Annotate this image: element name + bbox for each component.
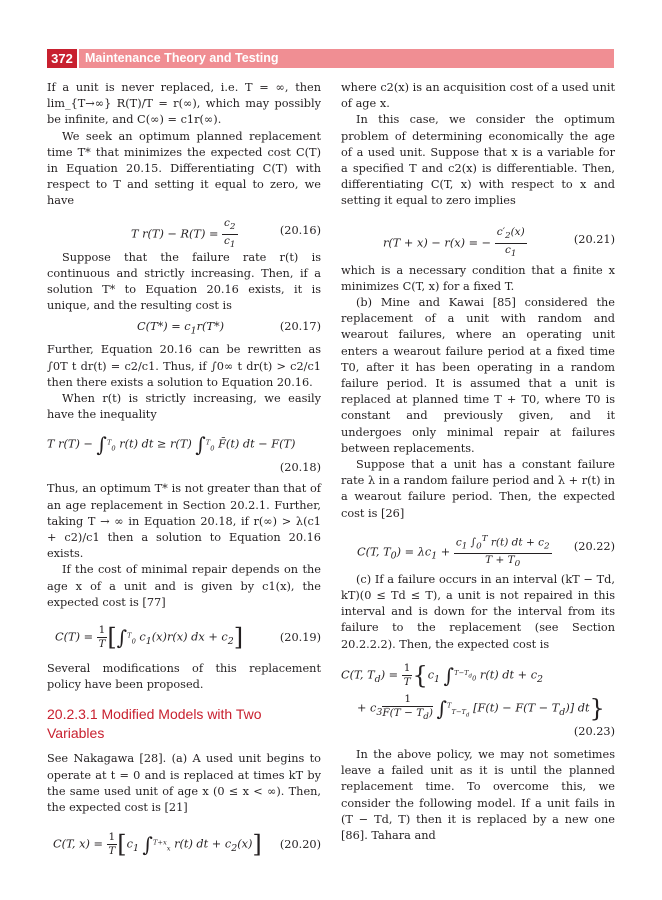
equation-20-21: r(T + x) − r(x) = − $\frac{c'_2(x)}{c_1}$ (20.21) — [383, 225, 615, 259]
equation-20-22: C(T, $T_0) = \lambda c_1$ + $\frac{c_1 \int_0^T r(t) dt + c_2}{T + T_0}$ (20.22) — [357, 533, 615, 570]
paragraph: See Nakagawa [28]. (a) A used unit begins to operate at t = 0 and is replaced at times kT by the same used unit of age x (0 ≤ x < ∞). Then, the expected cost is [21] — [47, 752, 321, 815]
equation-20-23: C(T, $T_d$) = $\frac{1}{T}$ {$c_1$ ∫$^{T-T_d}_0$ r(t) dt + $c_2$ + $c_3$ $\frac{1}{F̄(T - T_d)}$ ∫$^T_{T-T_d}$ $[F(t) - F(T - T_d)]$ dt} (20.23) — [341, 661, 615, 738]
page-number: 372 — [47, 49, 77, 68]
equation-number: (20.19) — [279, 631, 321, 645]
equation-number: (20.23) — [573, 724, 615, 738]
equation-number: (20.17) — [279, 320, 321, 334]
paragraph: (c) If a failure occurs in an interval (kT − Td, kT)(0 ≤ Td ≤ T), a unit is not repaired in this interval and is down for the interval from its failure to the replacement (see Section 20.2.2.2). Then, the expected cost is — [341, 572, 615, 651]
paragraph: Several modifications of this replacement policy have been proposed. — [47, 662, 321, 692]
paragraph: When r(t) is strictly increasing, we easily have the inequality — [47, 392, 321, 422]
left-column — [47, 80, 321, 866]
paragraph: (b) Mine and Kawai [85] considered the replacement of a unit with random and wearout failures, where an operating unit enters a wearout failure period at a fixed time T0, after it has been operating in a random failure period. It is assumed that a unit is replaced at planned time T + T0, where T0 is constant and previously given, and it undergoes only minimal repair at failures between replacements. — [341, 296, 615, 455]
paragraph: We seek an optimum planned replacement time T* that minimizes the expected cost C(T) in Equation 20.15. Differentiating C(T) with respect to T and setting it equal to zero, we have — [47, 129, 321, 208]
right-column — [341, 80, 615, 844]
equation-number: (20.20) — [279, 838, 321, 852]
equation-20-17: $C(T*) = c_1r(T*)$ (20.17) — [137, 320, 321, 337]
equation-20-20: C(T, x) = $\frac{1}{T}$ [$c_1$ ∫$^{T+x}_x$ r(t) dt + $c_2(x)$] (20.20) — [53, 830, 321, 859]
paragraph: Further, Equation 20.16 can be rewritten as ∫0T t dr(t) = c2/c1. Thus, if ∫0∞ t dr(t) > c2/c1 then there exists a solution to Equation 20.16. — [47, 343, 321, 389]
paragraph: If a unit is never replaced, i.e. T = ∞, then lim_{T→∞} R(T)/T = r(∞), which may possibly be infinite, and C(∞) = c1r(∞). — [47, 81, 321, 127]
paragraph: In the above policy, we may not sometimes leave a failed unit as it is until the planned replacement time. To overcome this, we consider the following model. If a unit fails in (T − Td, T) then it is replaced by a new one [86]. Tahara and — [341, 747, 615, 842]
equation-number: (20.18) — [279, 461, 321, 475]
equation-number: (20.21) — [573, 232, 615, 246]
paragraph: where c2(x) is an acquisition cost of a used unit of age x. — [341, 81, 615, 111]
equation-number: (20.22) — [573, 539, 615, 553]
equation-20-18: T r(T) − ∫$^T_0$ r(t) dt ≥ r(T) ∫$^T_0$ F̄(t) dt − F(T) (20.18) — [47, 433, 321, 475]
paragraph: If the cost of minimal repair depends on the age x of a unit and is given by c1(x), the expected cost is [77] — [47, 563, 321, 609]
equation-20-19: C(T) = $\frac{1}{T}$ [∫$^T_0$ $c_1(x)r(x)$ dx + $c_2$] (20.19) — [55, 623, 321, 652]
equation-20-16: T r(T) − R(T) = $\frac{c_2}{c_1}$ (20.16) — [131, 216, 321, 250]
paragraph: Suppose that a unit has a constant failure rate λ in a random failure period and λ + r(t) in a wearout failure period. Then, the expected cost is [26] — [341, 458, 615, 520]
running-title: Maintenance Theory and Testing — [79, 49, 614, 68]
paragraph: Thus, an optimum T* is not greater than that of an age replacement in Section 20.2.1. Further, taking T → ∞ in Equation 20.18, if r(∞) > λ(c1 + c2)/c1 then a solution to Equation 20.16 exists. — [47, 482, 321, 561]
paragraph: In this case, we consider the optimum problem of determining economically the age of a used unit. Suppose that x is a variable for a specified T and c2(x) is differentiable. Then, differentiating C(T, x) with respect to x and setting it equal to zero implies — [341, 113, 615, 208]
running-header — [47, 49, 614, 68]
paragraph: Suppose that the failure rate r(t) is continuous and strictly increasing. Then, if a solution T* to Equation 20.16 exists, it is unique, and the resulting cost is — [47, 250, 321, 313]
paragraph: which is a necessary condition that a finite x minimizes C(T, x) for a fixed T. — [341, 263, 615, 293]
section-heading: 20.2.3.1 Modified Models with Two Variables — [47, 706, 262, 742]
equation-number: (20.16) — [279, 223, 321, 237]
